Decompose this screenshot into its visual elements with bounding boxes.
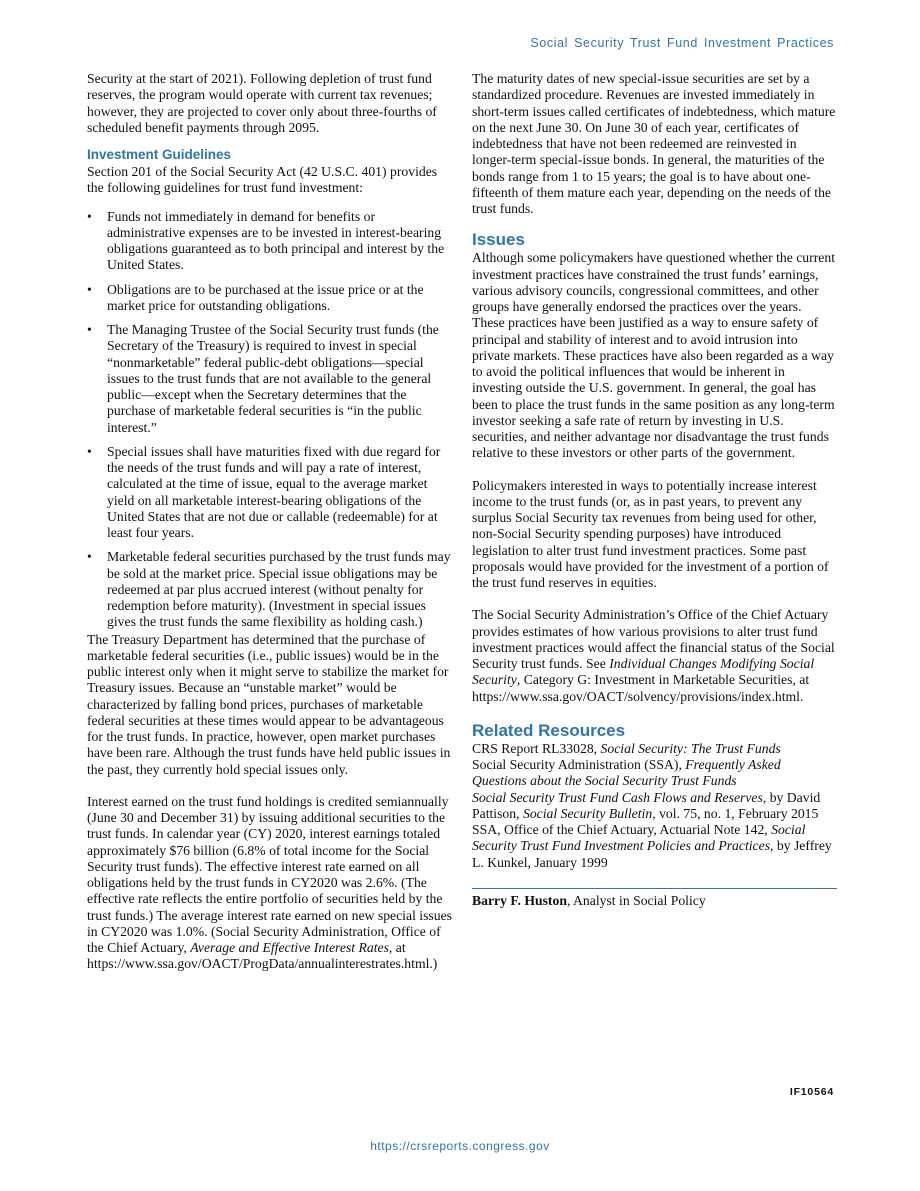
resource-item: SSA, Office of the Chief Actuary, Actuarial Note 142, Social Security Trust Fund Investment Policies and Practices, by Jeffrey L. Kunkel, January 1999 xyxy=(472,822,832,870)
ssa-individual-changes-title: Individual Changes Modifying Social Security xyxy=(472,656,815,688)
resource-item: Social Security Administration (SSA), Frequently Asked Questions about the Social Security Trust Funds xyxy=(472,757,781,789)
author-name: Barry F. Huston xyxy=(472,892,567,908)
ssa-paragraph: The Social Security Administration’s Office of the Chief Actuary provides estimates of how various provisions to alter trust fund investment practices would affect the financial status of the Social Security trust funds. See Individual Changes Modifying Social Security, Category G: Investment in Marketable Securities, at https://www.ssa.gov/OACT/solvency/provisions/index.html. xyxy=(472,607,835,704)
left-column xyxy=(87,71,452,973)
running-header: Social Security Trust Fund Investment Practices xyxy=(530,36,834,50)
guideline-item: • Funds not immediately in demand for benefits or administrative expenses are to be invested in interest-bearing obligations guaranteed as to both principal and interest by the United States. xyxy=(87,209,452,274)
treasury-paragraph: The Treasury Department has determined that the purchase of marketable federal securities (i.e., public issues) would be in the public interest only when it might serve to stabilize the market for Treasury issues. Because an “unstable market” would be characterized by falling bond prices, purchases of marketable federal securities at these times would appear to be advantageous for the trust funds. In practice, however, open market purchases have been rare. Although the trust funds have held public issues in the past, they currently hold special issues only. xyxy=(87,631,451,777)
guideline-item: • Special issues shall have maturities fixed with due regard for the needs of the trust funds and will pay a rate of interest, calculated at the time of issue, equal to the average market yield on all marketable interest-bearing obligations of the United States that are not due or callable (redeemable) for at least four years. xyxy=(87,444,452,542)
investment-lead-paragraph: Section 201 of the Social Security Act (42 U.S.C. 401) provides the following guidelines for trust fund investment: xyxy=(87,164,438,196)
resources-list xyxy=(472,741,837,871)
interest-rates-title: Average and Effective Interest Rates xyxy=(190,940,389,955)
issues-paragraph: Although some policymakers have questioned whether the current investment practices have constrained the trust funds’ earnings, various advisory councils, congressional committees, and other groups have generally endorsed the practices over the years. These practices have been justified as a way to ensure safety of principal and stability of interest and to avoid intrusion into private markets. These practices have also been regarded as a way to avoid the political influences that would be inherent in investing outside the U.S. government. In general, the goal has been to place the trust funds in the same position as any long-term investor seeking a safe rate of return by investing in U.S. securities, and neither advantage nor disadvantage the trust funds relative to these investors or other parts of the government. xyxy=(472,250,835,461)
interest-paragraph: Interest earned on the trust fund holdings is credited semiannually (June 30 and December 31) by issuing additional securities to the trust funds. In calendar year (CY) 2020, interest earnings totaled approximately $76 billion (6.8% of total income for the Social Security trust funds). The effective interest rate earned on all obligations held by the trust funds in CY2020 was 2.6%. (The effective rate reflects the entire portfolio of securities held by the trust funds.) The average interest rate earned on new special issues in CY2020 was 1.0%. (Social Security Administration, Office of the Chief Actuary, Average and Effective Interest Rates, at https://www.ssa.gov/OACT/ProgData/annualinterestrates.html.) xyxy=(87,793,452,972)
investment-guidelines-heading: Investment Guidelines xyxy=(87,147,232,162)
guideline-item: • The Managing Trustee of the Social Security trust funds (the Secretary of the Treasury) is required to invest in special “nonmarketable” federal public-debt obligations—special issues to the trust funds that are not available to the general public—except when the Secretary determines that the purchase of marketable federal securities is “in the public interest.” xyxy=(87,322,452,436)
maturity-paragraph: The maturity dates of new special-issue securities are set by a standardized procedure. Revenues are invested immediately in short-term issues called certificates of indebtedness, which mature on the next June 30. On June 30 of each year, certificates of indebtedness that have not been redeemed are reinvested in longer-term special-issue bonds. In general, the maturities of the bonds range from 1 to 15 years; the goal is to have about one-fifteenth of them mature each year, depending on the needs of the trust funds. xyxy=(472,71,836,216)
issues-heading: Issues xyxy=(472,230,525,250)
right-column xyxy=(472,71,837,909)
document-code: IF10564 xyxy=(789,1086,834,1098)
footer-url-link[interactable]: https://crsreports.congress.gov xyxy=(370,1139,550,1153)
policy-paragraph: Policymakers interested in ways to potentially increase interest income to the trust funds (or, as in past years, to prevent any surplus Social Security tax revenues from being used for other, non-Social Security spending purposes) have introduced legislation to alter trust fund investment practices. Some past proposals would have provided for the investment of a portion of the trust fund reserves in equities. xyxy=(472,477,829,590)
intro-paragraph: Security at the start of 2021). Following depletion of trust fund reserves, the program would operate with current tax revenues; however, they are projected to cover only about three-fourths of scheduled benefit payments through 2095. xyxy=(87,71,437,135)
guidelines-list xyxy=(87,209,452,631)
author-line: Barry F. Huston, Analyst in Social Policy xyxy=(472,892,706,908)
related-resources-heading: Related Resources xyxy=(472,720,626,740)
guideline-item: • Marketable federal securities purchased by the trust funds may be sold at the market price. Special issue obligations may be redeemed at par plus accrued interest (without penalty for redemption before maturity). (Investment in special issues gives the trust funds the same flexibility as holding cash.) xyxy=(87,549,452,630)
resource-item: CRS Report RL33028, Social Security: The Trust Funds xyxy=(472,740,781,756)
guideline-item: • Obligations are to be purchased at the issue price or at the market price for outstanding obligations. xyxy=(87,282,452,315)
author-divider xyxy=(472,888,837,889)
resource-item: Social Security Trust Fund Cash Flows and Reserves, by David Pattison, Social Security Bulletin, vol. 75, no. 1, February 2015 xyxy=(472,789,821,821)
